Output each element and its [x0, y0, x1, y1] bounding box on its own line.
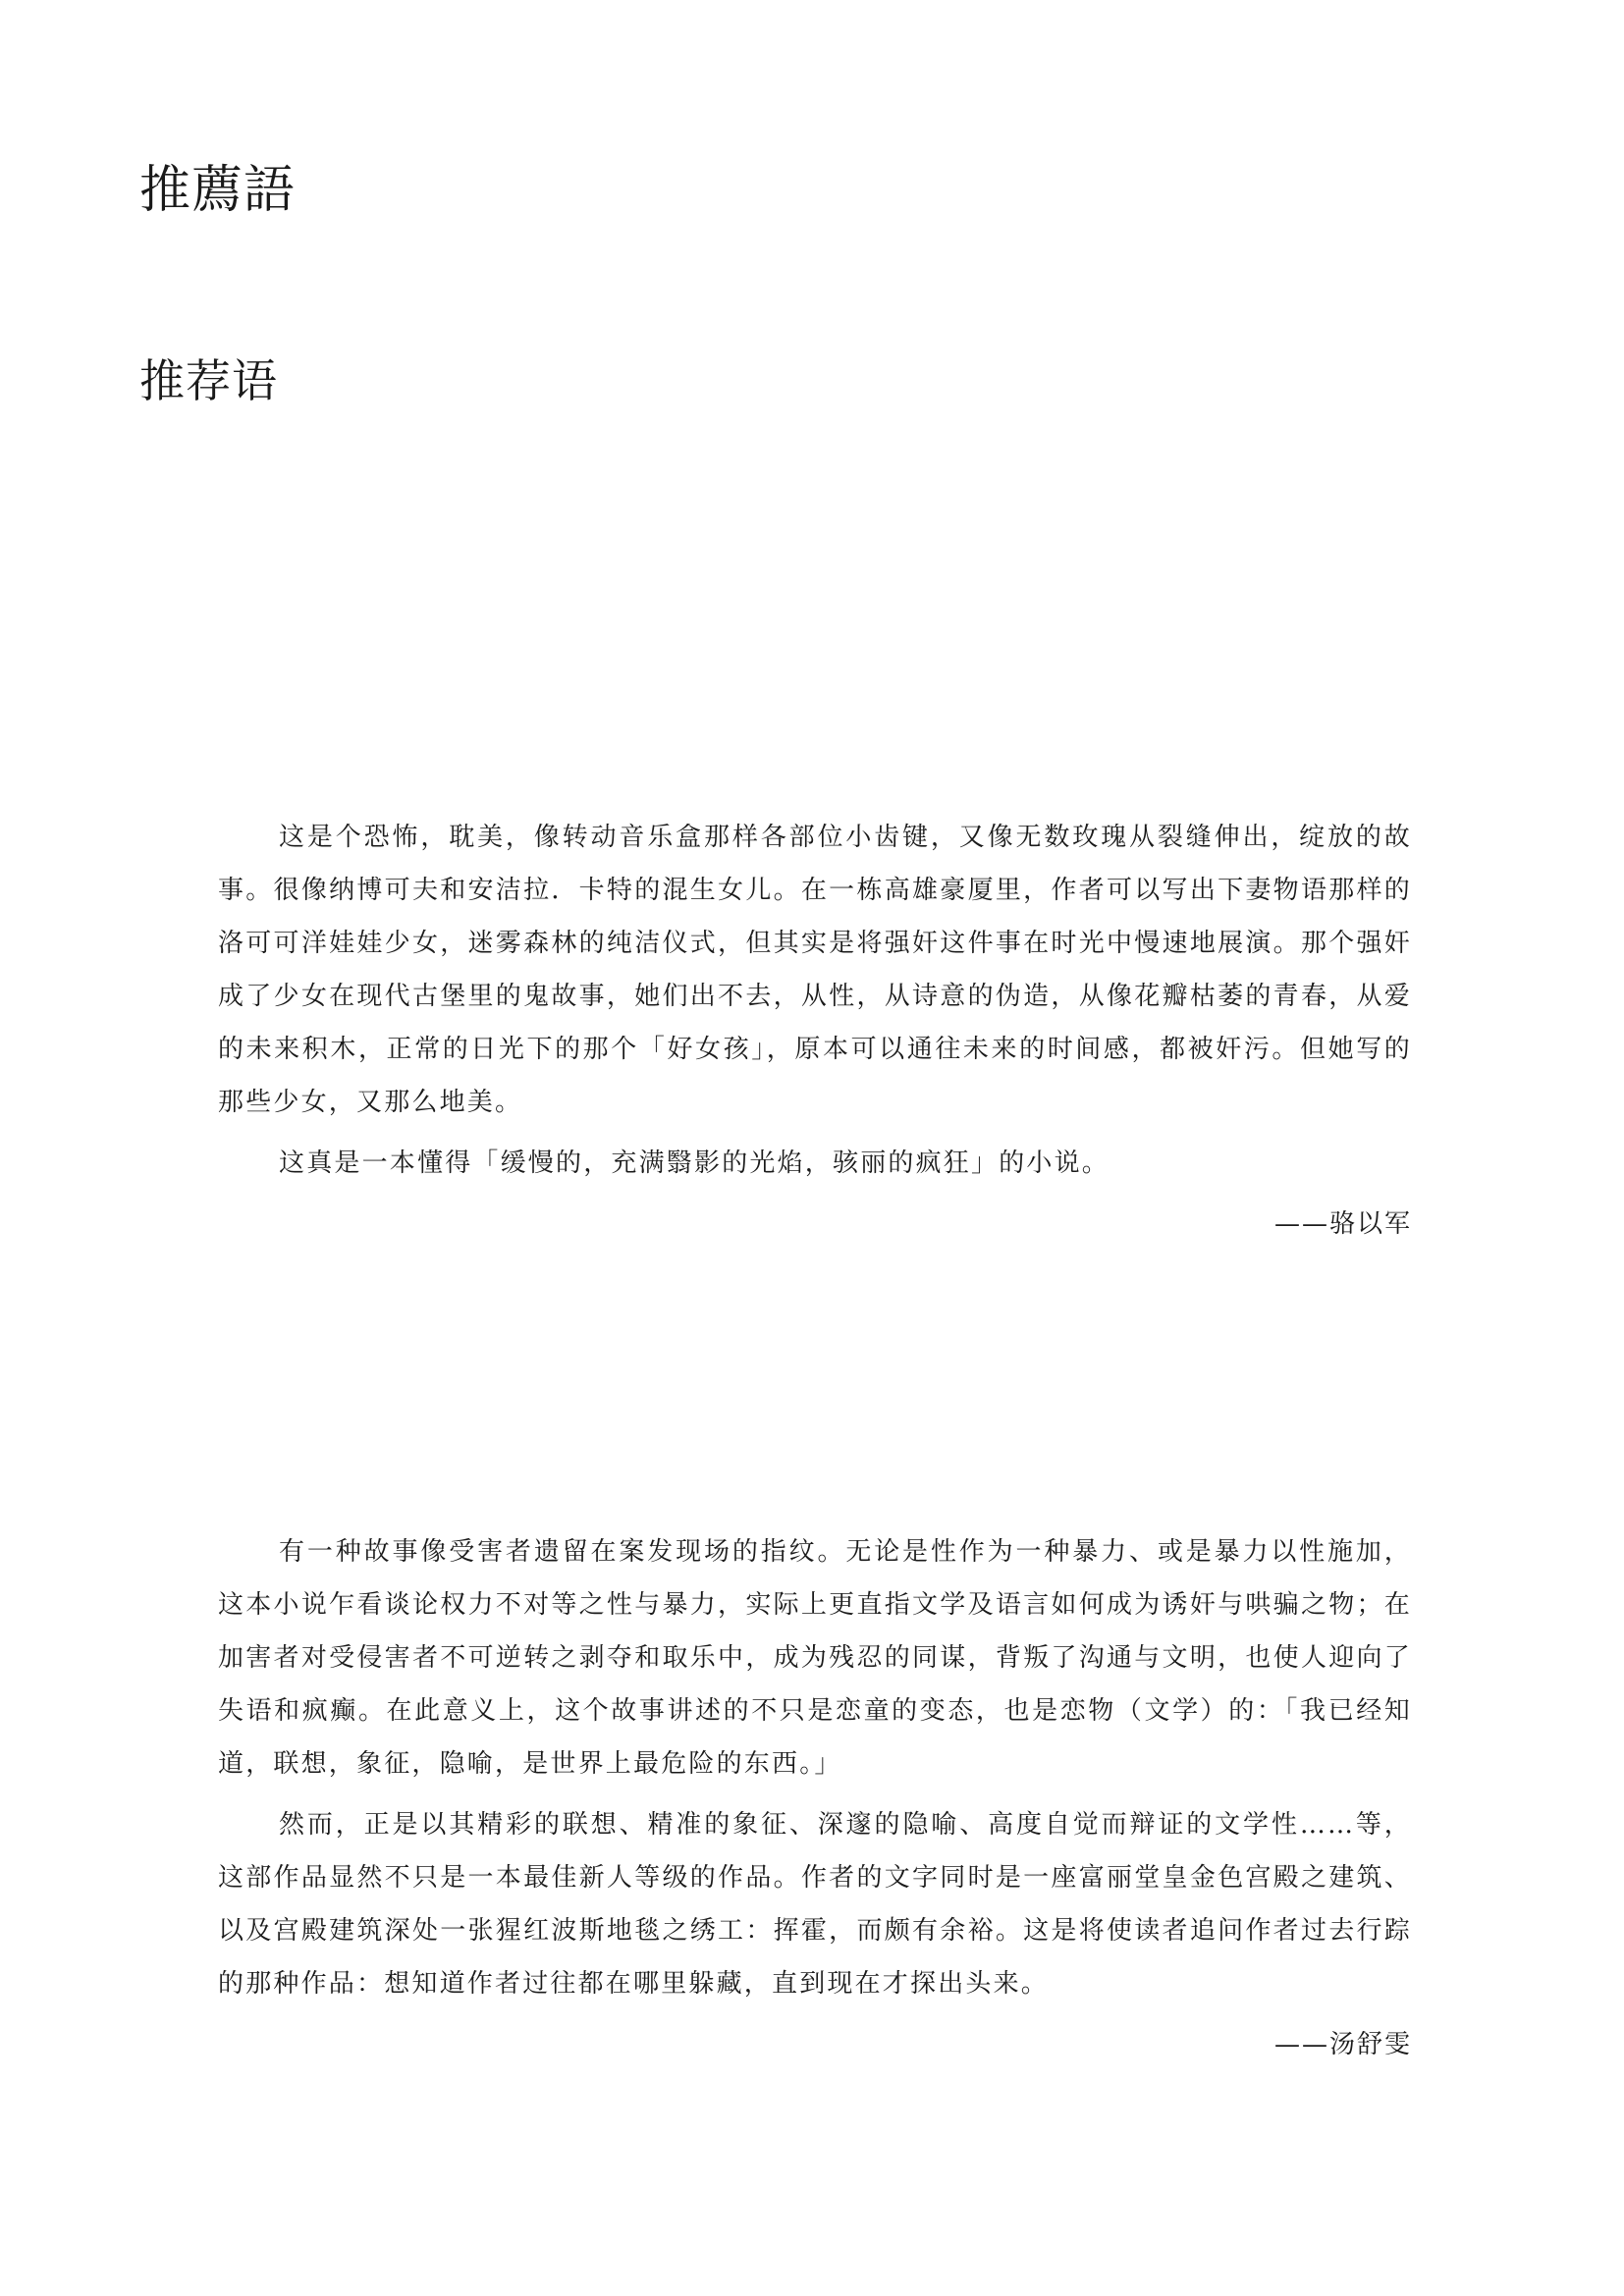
- review-paragraph: 有一种故事像受害者遗留在案发现场的指纹。无论是性作为一种暴力、或是暴力以性施加，这本小说乍看谈论权力不对等之性与暴力，实际上更直指文学及语言如何成为诱奸与哄骗之物；在加害者对受侵害者不可逆转之剥夺和取乐中，成为残忍的同谋，背叛了沟通与文明，也使人迎向了失语和疯癫。在此意义上，这个故事讲述的不只是恋童的变态，也是恋物（文学）的：「我已经知道，联想，象征，隐喻，是世界上最危险的东西。」: [218, 1537, 1412, 1779]
- page-title-simplified: 推荐语: [139, 354, 278, 407]
- review-paragraph: 然而，正是以其精彩的联想、精准的象征、深邃的隐喻、高度自觉而辩证的文学性……等，这部作品显然不只是一本最佳新人等级的作品。作者的文字同时是一座富丽堂皇金色宫殿之建筑、以及宫殿建筑深处一张猩红波斯地毯之绣工：挥霍，而颇有余裕。这是将使读者追问作者过去行踪的那种作品：想知道作者过往都在哪里躲藏，直到现在才探出头来。: [218, 1810, 1412, 1999]
- review-paragraph: 这真是一本懂得「缓慢的，充满翳影的光焰，骇丽的疯狂」的小说。: [279, 1148, 1110, 1178]
- review-block: [218, 811, 1412, 1251]
- review-attribution: ——骆以军: [1273, 1209, 1412, 1239]
- page-title-traditional: 推薦語: [139, 161, 297, 220]
- review-attribution: ——汤舒雯: [1273, 2030, 1412, 2059]
- review-block: [218, 1525, 1412, 2071]
- review-paragraph: 这是个恐怖，耽美，像转动音乐盒那样各部位小齿键，又像无数玫瑰从裂缝伸出，绽放的故事。很像纳博可夫和安洁拉．卡特的混生女儿。在一栋高雄豪厦里，作者可以写出下妻物语那样的洛可可洋娃娃少女，迷雾森林的纯洁仪式，但其实是将强奸这件事在时光中慢速地展演。那个强奸成了少女在现代古堡里的鬼故事，她们出不去，从性，从诗意的伪造，从像花瓣枯萎的青春，从爱的未来积木，正常的日光下的那个「好女孩」，原本可以通往未来的时间感，都被奸污。但她写的那些少女，又那么地美。: [218, 823, 1412, 1117]
